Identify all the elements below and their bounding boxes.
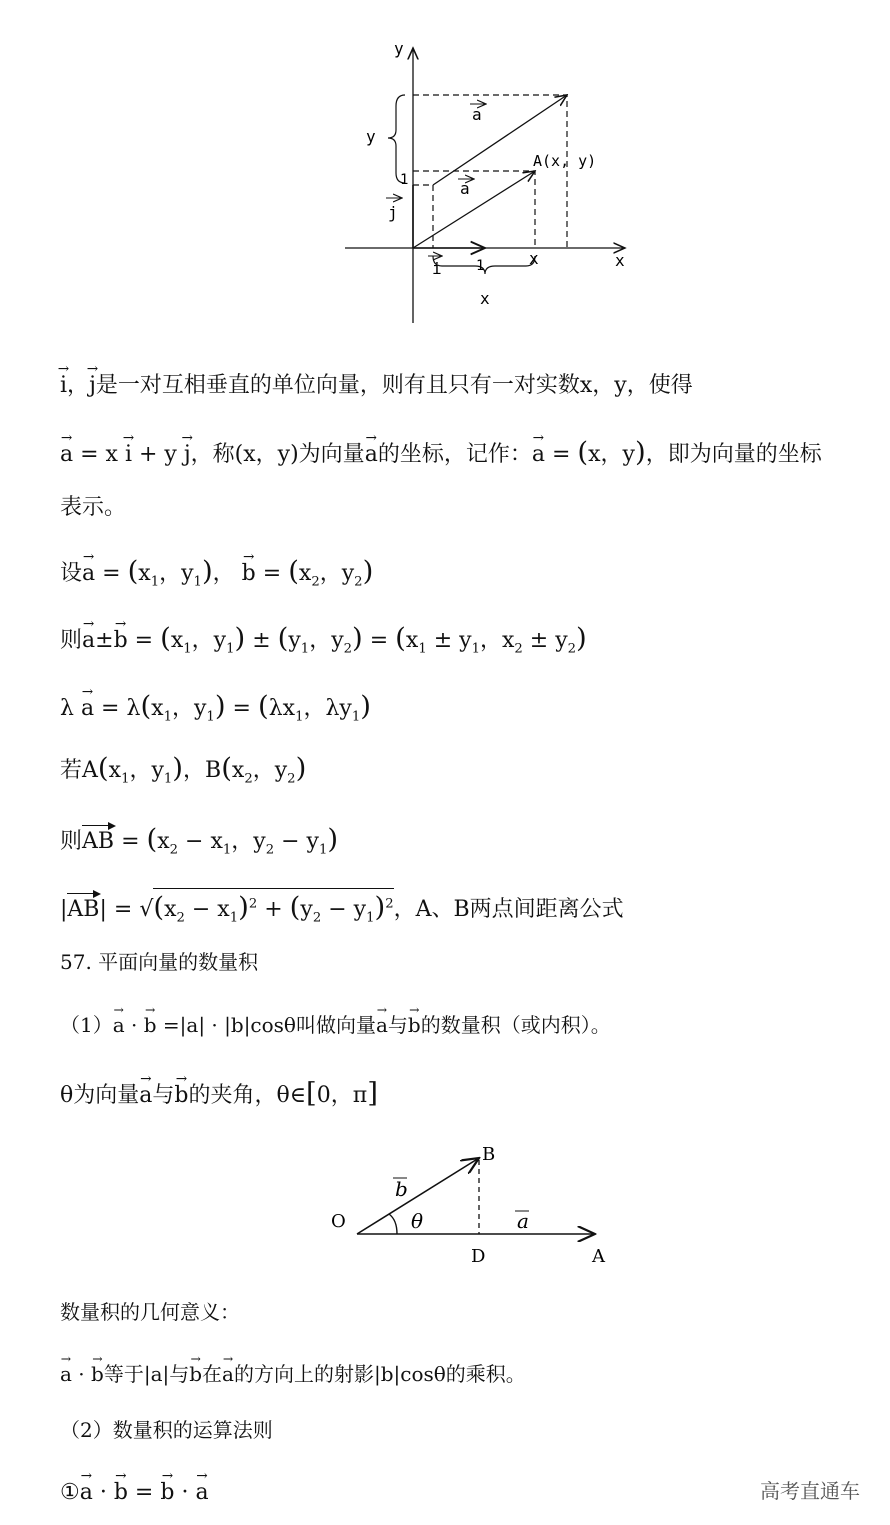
x-brace-label: x [480,289,490,308]
theta-label: θ [411,1209,424,1233]
section-heading-57: 57. 平面向量的数量积 [60,950,259,974]
tick-1-x: 1 [476,258,485,274]
vec-b-label: b [395,1177,408,1201]
axis-y-label: y [394,39,404,58]
axis-x-label: x [615,251,625,270]
formula-scalar-mult: $\lambda \to a = \lambda(x_1$，$y_1) = (\lambda x_1$，$\lambda y_1$) [60,690,371,725]
formula-distance: $|AB| = √(x_2 - x_1)^2 + (y_2 - y_1)^2$，A、B两点间距离公式 [60,888,624,926]
line-representation: 表示。 [60,495,127,520]
line-geometric-meaning: 数量积的几何意义： [60,1300,240,1324]
tick-1-y: 1 [400,172,409,188]
formula-vector-ab: 则AB = ($x_2 - x_1$，$y_2 - y_1$) [60,823,339,858]
vec-a-label: a [517,1209,529,1233]
line-unit-vectors: → i，→ j是一对互相垂直的单位向量，则有且只有一对实数x，y，使得 [60,373,693,399]
line-coordinate-def: → a = x → i + y → j，称(x，y)为向量→ a的坐标，记作：→ a = (x，y)，即为向量的坐标 [60,436,822,469]
watermark-logo: 高考直通车 [760,1479,860,1503]
point-a: A [592,1246,605,1267]
formula-points-ab: 若$A(x_1$，$y_1$)，$B(x_2$，$y_2$) [60,752,307,787]
unit-i-label: i [432,259,442,278]
vec-a-label-top: a [472,105,482,124]
y-brace [388,95,405,183]
point-a-label: A(x, y) [533,152,597,170]
angle-arc [389,1214,397,1234]
formula-commutative: ①→ a · → b = → b · → a [60,1480,209,1506]
projection-diagram [325,1138,625,1273]
unit-j-label: j [388,203,398,222]
formula-sum-diff: 则→ $a\pm\to b = (x_1$，$y_1) \pm (y_1$，$y_2) = (x_1 \pm y_1$，$x_2 \pm y_2$) [60,622,587,657]
line-projection: → a · → b等于|a|与→ b在→ a的方向上的射影|b|cosθ的乘积。 [60,1362,526,1386]
point-d: D [471,1246,486,1267]
unit-dashed [413,185,433,248]
line-operation-rules: （2）数量积的运算法则 [60,1418,273,1442]
y-brace-label: y [366,127,376,146]
coordinate-vector-diagram [330,38,640,333]
line-angle-range: θ为向量→ a与→ b的夹角，θ∈[0，π] [60,1077,378,1110]
point-b: B [482,1144,496,1165]
point-o: O [331,1211,346,1232]
x-end-label: x [529,249,539,268]
vector-a-origin [413,171,535,248]
line-dot-product-def: （1）→ a · → b =|a| · |b|cosθ叫做向量→ a与→ b的数量积（或内积）。 [60,1013,611,1037]
vector-a-shifted [433,95,567,185]
formula-set-ab: 设→ $a = (x_1$，$y_1$)， → $b = (x_2$，$y_2$) [60,555,373,590]
vec-a-label-bottom: a [460,179,470,198]
